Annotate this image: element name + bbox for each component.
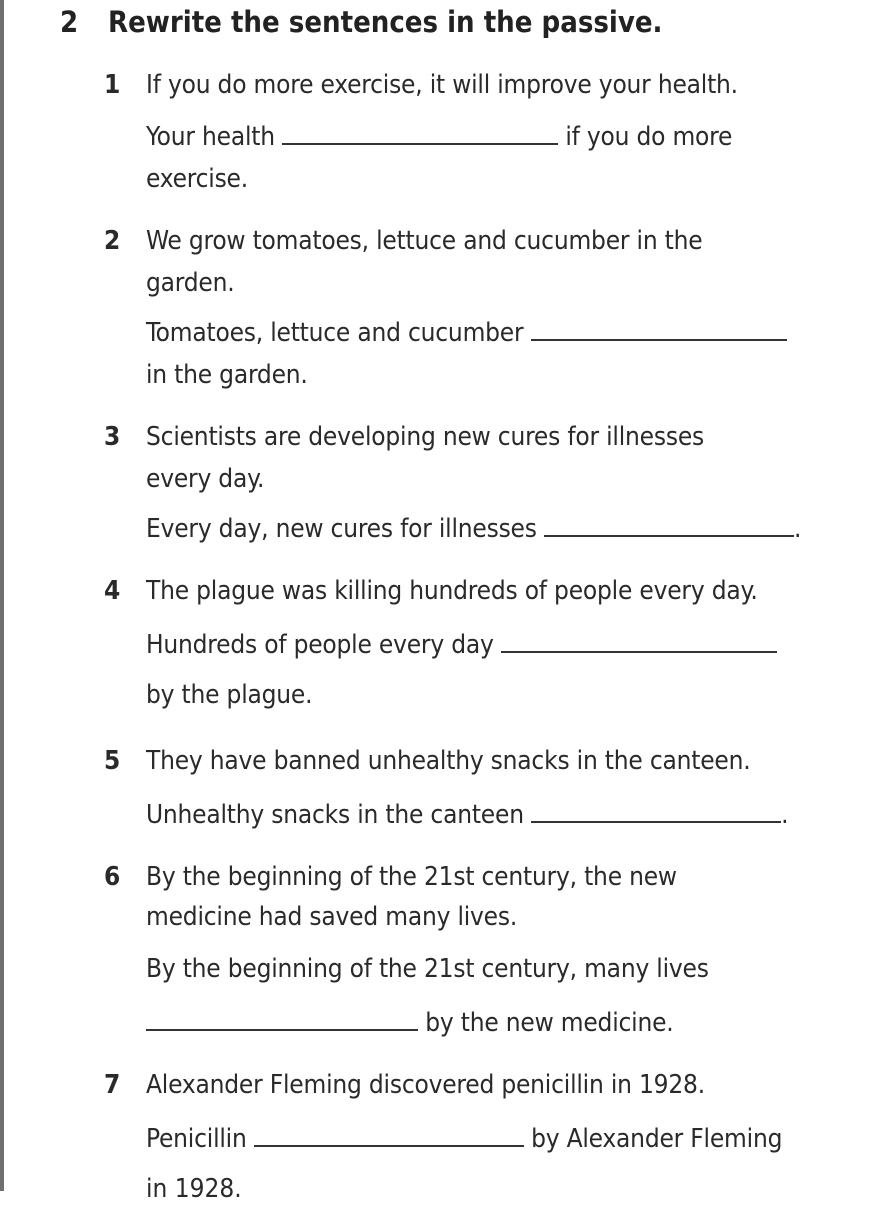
answer-prompt: Tomatoes, lettuce and cucumber xyxy=(146,318,524,348)
answer-line: By the beginning of the 21st century, many lives xyxy=(146,954,709,984)
answer-continuation: by Alexander Fleming xyxy=(531,1124,783,1154)
item-number: 5 xyxy=(104,746,121,776)
answer-blank[interactable] xyxy=(531,321,787,341)
answer-blank[interactable] xyxy=(544,517,794,537)
item-sentence: Scientists are developing new cures for illnesses xyxy=(146,422,704,452)
item-number: 4 xyxy=(104,576,121,606)
item-number: 3 xyxy=(104,422,121,452)
answer-line xyxy=(146,120,732,154)
answer-prompt: Hundreds of people every day xyxy=(146,630,494,660)
answer-line xyxy=(146,316,787,350)
answer-continuation: exercise. xyxy=(146,164,248,194)
answer-continuation: in the garden. xyxy=(146,360,308,390)
answer-blank[interactable] xyxy=(146,1011,418,1031)
answer-continuation: if you do more xyxy=(565,122,733,152)
item-number: 2 xyxy=(104,226,121,256)
exercise-heading xyxy=(60,0,662,44)
item-sentence: garden. xyxy=(146,268,235,298)
item-number: 6 xyxy=(104,862,121,892)
item-sentence: The plague was killing hundreds of people every day. xyxy=(146,576,758,606)
answer-line xyxy=(146,1122,782,1156)
answer-line xyxy=(146,798,788,832)
answer-blank[interactable] xyxy=(501,633,777,653)
answer-end: . xyxy=(793,514,802,544)
exercise-number: 2 xyxy=(60,5,79,39)
answer-prompt: Unhealthy snacks in the canteen xyxy=(146,800,524,830)
exercise-instruction: Rewrite the sentences in the passive. xyxy=(108,5,663,39)
answer-continuation: by the new medicine. xyxy=(425,1008,674,1038)
answer-continuation: by the plague. xyxy=(146,680,313,710)
item-sentence: They have banned unhealthy snacks in the canteen. xyxy=(146,746,751,776)
item-sentence: Alexander Fleming discovered penicillin in 1928. xyxy=(146,1070,705,1100)
answer-end: . xyxy=(781,800,789,830)
answer-continuation: in 1928. xyxy=(146,1174,242,1204)
answer-prompt: Every day, new cures for illnesses xyxy=(146,514,537,544)
left-border xyxy=(0,0,4,1191)
answer-prompt: Penicillin xyxy=(146,1124,247,1154)
answer-line xyxy=(146,512,801,546)
item-sentence: If you do more exercise, it will improve your health. xyxy=(146,70,738,100)
item-sentence: every day. xyxy=(146,464,265,494)
answer-line xyxy=(146,1006,674,1040)
item-sentence: We grow tomatoes, lettuce and cucumber in the xyxy=(146,226,703,256)
item-number: 1 xyxy=(104,70,121,100)
answer-blank[interactable] xyxy=(282,125,558,145)
item-sentence: By the beginning of the 21st century, the new xyxy=(146,862,677,892)
item-sentence: medicine had saved many lives. xyxy=(146,902,518,932)
answer-blank[interactable] xyxy=(254,1127,524,1147)
answer-prompt: Your health xyxy=(146,122,275,152)
answer-line xyxy=(146,628,777,662)
item-number: 7 xyxy=(104,1070,121,1100)
answer-blank[interactable] xyxy=(531,803,781,823)
